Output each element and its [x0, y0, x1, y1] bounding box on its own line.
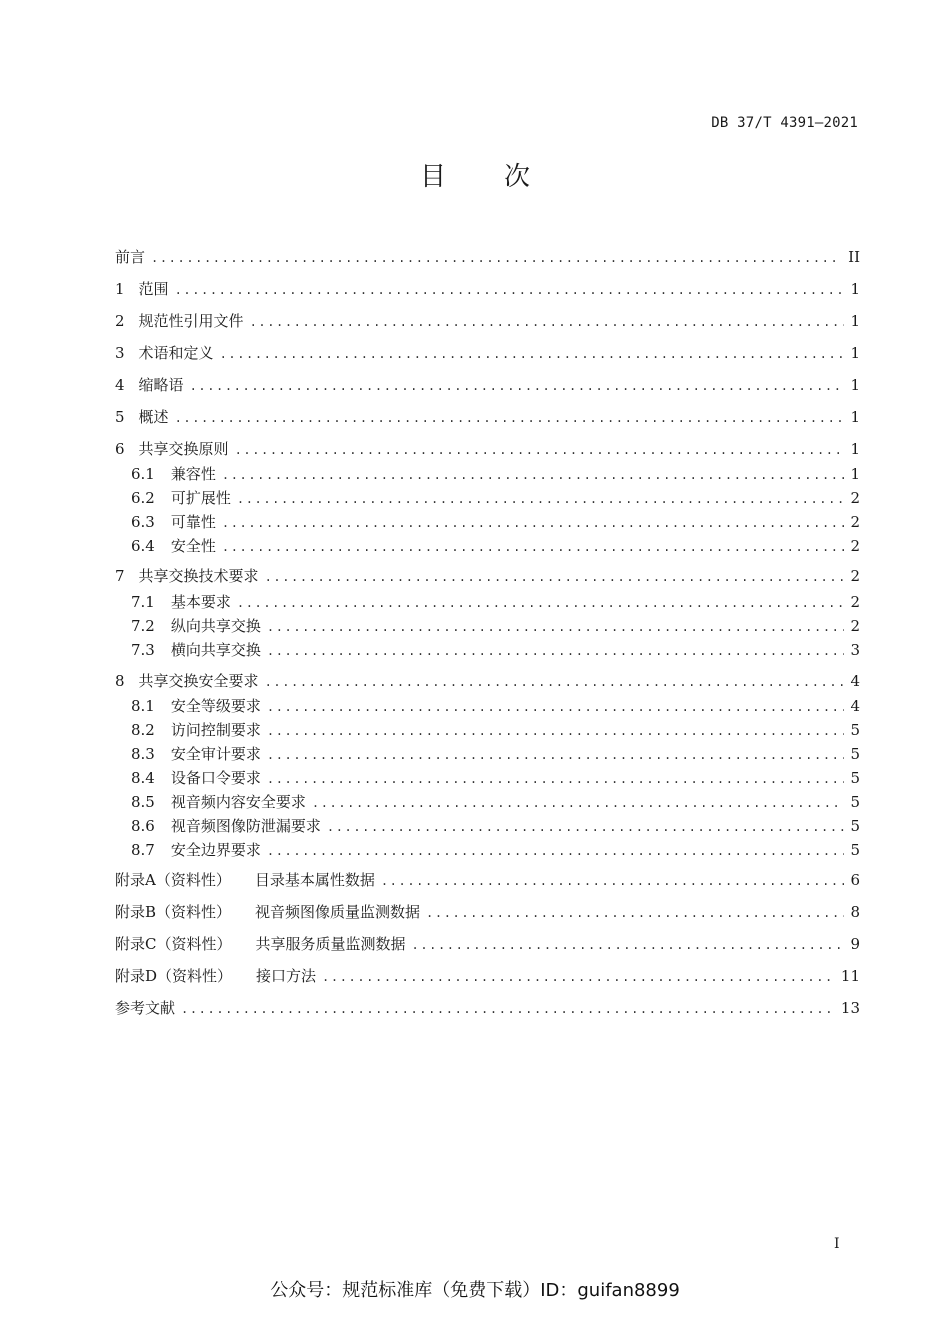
page-title: 目次	[419, 162, 588, 192]
toc-entry-page: 5	[850, 769, 860, 787]
toc-entry-number: 8.3	[131, 745, 155, 763]
toc-entry[interactable]	[115, 966, 860, 987]
toc-entry[interactable]	[131, 488, 860, 509]
toc-entry-page: 2	[850, 537, 860, 555]
toc-entry-number: 8.2	[131, 721, 155, 739]
toc-entry-label: 接口方法	[256, 967, 317, 985]
toc-entry-page: 5	[850, 841, 860, 859]
toc-leader-dots	[267, 841, 844, 861]
toc-entry-label: 范围	[138, 280, 169, 298]
toc-entry-page: 4	[850, 697, 860, 715]
toc-entry-label: 参考文献	[115, 999, 176, 1017]
toc-entry-page: 1	[850, 376, 860, 394]
toc-entry[interactable]	[131, 840, 860, 861]
toc-entry-label: 共享交换安全要求	[138, 672, 259, 690]
toc-entry[interactable]	[131, 536, 860, 557]
toc-entry[interactable]	[115, 311, 860, 332]
toc-entry-number: 8.1	[131, 697, 155, 715]
toc-entry-label: 目录基本属性数据	[254, 871, 375, 889]
footer-page-number: I	[834, 1236, 840, 1252]
toc-entry-page: 2	[850, 617, 860, 635]
toc-entry[interactable]	[115, 566, 860, 587]
toc-entry[interactable]	[115, 870, 860, 891]
toc-appendix-label: 附录B（资料性）	[115, 903, 232, 921]
toc-entry-label: 概述	[138, 408, 169, 426]
toc-entry[interactable]	[131, 696, 860, 717]
toc-entry-number: 6	[115, 440, 125, 458]
toc-entry-number: 6.1	[131, 465, 155, 483]
toc-entry-number: 4	[115, 376, 125, 394]
toc-leader-dots	[250, 312, 844, 332]
toc-entry-page: 1	[850, 344, 860, 362]
toc-entry[interactable]	[115, 671, 860, 692]
toc-entry-page: 1	[850, 465, 860, 483]
toc-leader-dots	[151, 248, 842, 268]
toc-leader-dots	[181, 999, 835, 1019]
toc-leader-dots	[267, 617, 844, 637]
toc-entry-page: 2	[850, 567, 860, 585]
toc-entry-page: 9	[850, 935, 860, 953]
toc-entry-page: 13	[840, 999, 860, 1017]
toc-appendix-label: 附录C（资料性）	[115, 935, 232, 953]
toc-entry-page: 1	[850, 408, 860, 426]
toc-entry[interactable]	[115, 375, 860, 396]
toc-entry-number: 7.2	[131, 617, 155, 635]
toc-entry[interactable]	[115, 407, 860, 428]
toc-entry-label: 安全边界要求	[170, 841, 261, 859]
toc-entry-label: 共享服务质量监测数据	[255, 935, 406, 953]
toc-entry[interactable]	[131, 768, 860, 789]
toc-entry-label: 纵向共享交换	[170, 617, 261, 635]
toc-leader-dots	[267, 721, 844, 741]
toc-entry-page: 2	[850, 513, 860, 531]
toc-entry-label: 访问控制要求	[170, 721, 261, 739]
toc-entry[interactable]	[115, 902, 860, 923]
toc-entry[interactable]	[131, 792, 860, 813]
toc-entry-page: 1	[850, 312, 860, 330]
toc-leader-dots	[220, 344, 844, 364]
toc-entry-page: 5	[850, 793, 860, 811]
toc-entry[interactable]	[115, 934, 860, 955]
toc-leader-dots	[265, 567, 844, 587]
toc-entry-number: 8.6	[131, 817, 155, 835]
toc-appendix-label: 附录A（资料性）	[115, 871, 231, 889]
toc-leader-dots	[175, 408, 844, 428]
toc-entry-number: 7	[115, 567, 125, 585]
toc-entry-label: 安全审计要求	[170, 745, 261, 763]
toc-leader-dots	[412, 935, 845, 955]
toc-entry-number: 8.7	[131, 841, 155, 859]
toc-entry-label: 前言	[115, 248, 146, 266]
toc-leader-dots	[426, 903, 844, 923]
toc-entry[interactable]	[115, 439, 860, 460]
toc-entry-number: 7.3	[131, 641, 155, 659]
toc-entry-number: 1	[115, 280, 125, 298]
toc-entry-label: 共享交换原则	[138, 440, 229, 458]
toc-leader-dots	[265, 672, 844, 692]
toc-entry-label: 设备口令要求	[170, 769, 261, 787]
toc-entry-number: 6.4	[131, 537, 155, 555]
toc-entry-label: 基本要求	[170, 593, 231, 611]
toc-leader-dots	[312, 793, 844, 813]
toc-leader-dots	[190, 376, 844, 396]
toc-leader-dots	[175, 280, 844, 300]
toc-entry-page: 5	[850, 721, 860, 739]
toc-leader-dots	[222, 537, 844, 557]
toc-entry-page: 1	[850, 280, 860, 298]
toc-entry[interactable]	[115, 998, 860, 1019]
toc-entry[interactable]	[115, 247, 860, 268]
toc-entry-label: 规范性引用文件	[138, 312, 244, 330]
toc-entry[interactable]	[131, 464, 860, 485]
toc-leader-dots	[267, 697, 844, 717]
toc-leader-dots	[327, 817, 844, 837]
toc-entry-number: 8.4	[131, 769, 155, 787]
toc-leader-dots	[237, 489, 844, 509]
toc-entry-page: 2	[850, 489, 860, 507]
toc-entry-number: 5	[115, 408, 125, 426]
toc-entry-number: 8	[115, 672, 125, 690]
toc-entry-label: 兼容性	[170, 465, 216, 483]
toc-entry-label: 安全等级要求	[170, 697, 261, 715]
toc-entry-number: 3	[115, 344, 125, 362]
toc-entry[interactable]	[131, 720, 860, 741]
standard-code: DB 37/T 4391—2021	[711, 115, 858, 131]
toc-entry-number: 6.2	[131, 489, 155, 507]
toc-entry-page: 5	[850, 817, 860, 835]
toc-entry-page: 3	[850, 641, 860, 659]
toc-entry-label: 术语和定义	[138, 344, 214, 362]
toc-entry-page: II	[848, 248, 860, 266]
toc-entry-page: 6	[850, 871, 860, 889]
toc-leader-dots	[267, 769, 844, 789]
toc-entry-label: 视音频图像质量监测数据	[255, 903, 421, 921]
toc-entry-page: 1	[850, 440, 860, 458]
toc-entry-number: 2	[115, 312, 125, 330]
toc-leader-dots	[222, 513, 844, 533]
toc-entry[interactable]	[131, 616, 860, 637]
toc-leader-dots	[322, 967, 835, 987]
toc-leader-dots	[235, 440, 844, 460]
toc-entry[interactable]	[115, 279, 860, 300]
toc-entry-label: 共享交换技术要求	[138, 567, 259, 585]
toc-leader-dots	[267, 745, 844, 765]
toc-entry-page: 5	[850, 745, 860, 763]
toc-entry-number: 7.1	[131, 593, 155, 611]
toc-appendix-label: 附录D（资料性）	[115, 967, 233, 985]
watermark-text: 公众号：规范标准库（免费下载）ID：guifan8899	[270, 1280, 680, 1301]
toc-entry[interactable]	[131, 592, 860, 613]
toc-entry-number: 6.3	[131, 513, 155, 531]
toc-leader-dots	[381, 871, 844, 891]
toc-entry[interactable]	[131, 640, 860, 661]
toc-entry-number: 8.5	[131, 793, 155, 811]
toc-entry-label: 视音频图像防泄漏要求	[170, 817, 321, 835]
toc-entry-page: 8	[850, 903, 860, 921]
toc-entry-page: 4	[850, 672, 860, 690]
toc-entry-label: 安全性	[170, 537, 216, 555]
toc-leader-dots	[267, 641, 844, 661]
toc-entry-label: 缩略语	[138, 376, 184, 394]
toc-entry[interactable]	[131, 816, 860, 837]
toc-entry-label: 可扩展性	[170, 489, 231, 507]
toc-entry[interactable]	[131, 512, 860, 533]
toc-entry-page: 2	[850, 593, 860, 611]
toc-leader-dots	[237, 593, 844, 613]
toc-entry-label: 可靠性	[170, 513, 216, 531]
toc-entry-page: 11	[840, 967, 860, 985]
toc-entry-label: 横向共享交换	[170, 641, 261, 659]
toc-leader-dots	[222, 465, 844, 485]
toc-entry[interactable]	[115, 343, 860, 364]
toc-entry[interactable]	[131, 744, 860, 765]
toc-entry-label: 视音频内容安全要求	[170, 793, 306, 811]
